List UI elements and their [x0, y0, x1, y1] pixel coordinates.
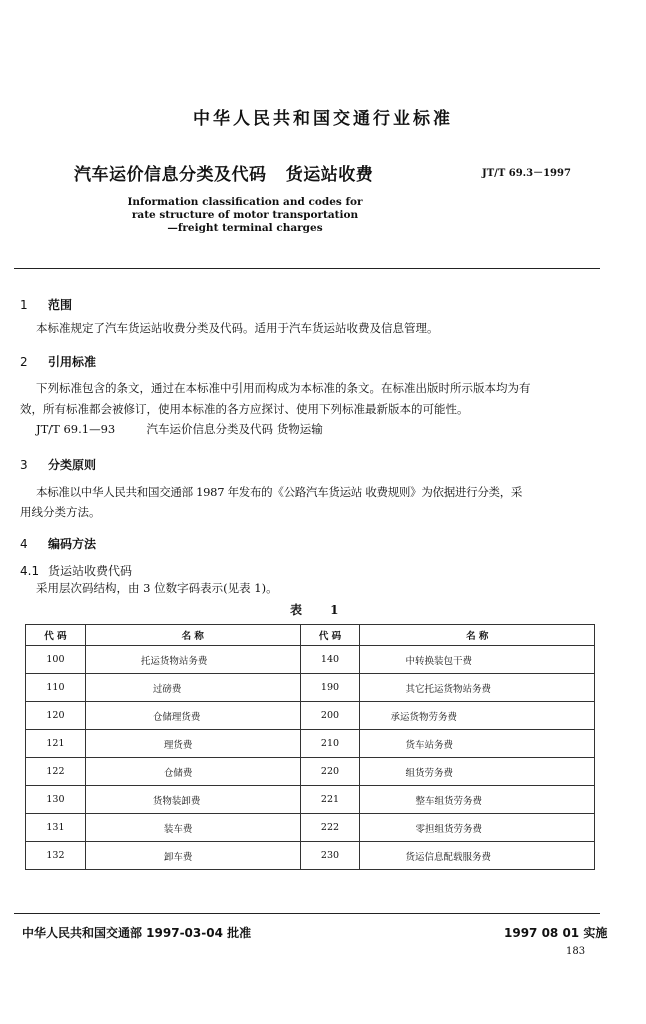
document-title-english: [100, 196, 390, 235]
reference-title: 汽车运价信息分类及代码 货物运输: [146, 422, 323, 436]
section-1-text: 本标准规定了汽车货运站收费分类及代码。适用于汽车货运站收费及信息管理。: [36, 321, 439, 335]
name-cell: 仓储费: [85, 758, 300, 786]
code-cell: 121: [26, 730, 86, 758]
section-number: 2: [20, 355, 28, 369]
section-title: 编码方法: [48, 537, 97, 551]
name-cell: 卸车费: [85, 842, 300, 870]
page-number: 183: [566, 946, 586, 957]
table-row: [26, 730, 595, 758]
table-row: [26, 646, 595, 674]
header-code: 代 码: [300, 625, 360, 646]
name-cell: 中转换装包干费: [360, 646, 595, 674]
name-cell: 整车组货劳务费: [360, 786, 595, 814]
table-row: [26, 786, 595, 814]
document-title-chinese: 汽车运价信息分类及代码 货运站收费: [74, 165, 374, 185]
code-cell: 120: [26, 702, 86, 730]
table-row: [26, 842, 595, 870]
section-number: 4: [20, 537, 28, 551]
subsection-4-1-heading: [20, 562, 132, 579]
standard-organization: 中华人民共和国交通行业标准: [193, 109, 453, 129]
code-cell: 122: [26, 758, 86, 786]
code-cell: 230: [300, 842, 360, 870]
section-3-heading: [20, 456, 96, 473]
section-2-heading: [20, 353, 96, 370]
code-cell: 222: [300, 814, 360, 842]
code-cell: 130: [26, 786, 86, 814]
implementation-date: 1997 08 01 实施: [504, 926, 608, 940]
code-cell: 140: [300, 646, 360, 674]
section-number: 1: [20, 298, 28, 312]
table-row: [26, 674, 595, 702]
name-cell: 装车费: [85, 814, 300, 842]
table-header-row: [26, 625, 595, 646]
header-divider: [14, 268, 600, 269]
title-en-line: rate structure of motor transportation: [131, 209, 359, 221]
section-1-heading: [20, 296, 72, 313]
code-cell: 221: [300, 786, 360, 814]
name-cell: 组货劳务费: [360, 758, 595, 786]
name-cell: 理货费: [85, 730, 300, 758]
subsection-title: 货运站收费代码: [48, 564, 133, 578]
title-en-line: —freight terminal charges: [167, 222, 323, 234]
code-cell: 210: [300, 730, 360, 758]
section-2-reference: [36, 419, 323, 439]
section-4-text: 采用层次码结构，由 3 位数字码表示(见表 1)。: [36, 581, 278, 595]
table-row: [26, 702, 595, 730]
code-cell: 132: [26, 842, 86, 870]
code-cell: 220: [300, 758, 360, 786]
code-cell: 190: [300, 674, 360, 702]
name-cell: 货物装卸费: [85, 786, 300, 814]
table-row: [26, 814, 595, 842]
standard-code: JT/T 69.3－1997: [482, 168, 571, 179]
code-cell: 200: [300, 702, 360, 730]
name-cell: 货运信息配载服务费: [360, 842, 595, 870]
name-cell: 过磅费: [85, 674, 300, 702]
code-cell: 100: [26, 646, 86, 674]
name-cell: 其它托运货物站务费: [360, 674, 595, 702]
section-2-text-line2: 效，所有标准都会被修订，使用本标准的各方应探讨、使用下列标准最新版本的可能性。: [20, 402, 469, 416]
header-name: 名 称: [360, 625, 595, 646]
section-title: 引用标准: [48, 355, 97, 369]
name-cell: 仓储理货费: [85, 702, 300, 730]
name-cell: 承运货物劳务费: [360, 702, 595, 730]
section-3-text-line2: 用线分类方法。: [20, 505, 101, 519]
table-row: [26, 758, 595, 786]
header-name: 名 称: [85, 625, 300, 646]
name-cell: 货车站务费: [360, 730, 595, 758]
approval-notice: 中华人民共和国交通部 1997-03-04 批准: [22, 926, 252, 940]
section-2-text-line1: 下列标准包含的条文，通过在本标准中引用而构成为本标准的条文。在标准出版时所示版本均为有: [36, 381, 531, 395]
name-cell: 托运货物站务费: [85, 646, 300, 674]
title-en-line: Information classification and codes for: [127, 196, 363, 208]
section-title: 范围: [48, 298, 73, 312]
section-3-text-line1: 本标准以中华人民共和国交通部 1987 年发布的《公路汽车货运站 收费规则》为依据进行分类，采: [36, 485, 523, 499]
section-title: 分类原则: [48, 458, 97, 472]
reference-code: JT/T 69.1—93: [36, 422, 116, 436]
subsection-number: 4.1: [20, 564, 40, 578]
code-cell: 131: [26, 814, 86, 842]
table-caption: 表 1: [290, 603, 351, 617]
header-code: 代 码: [26, 625, 86, 646]
section-number: 3: [20, 458, 28, 472]
name-cell: 零担组货劳务费: [360, 814, 595, 842]
table-1: [25, 624, 595, 870]
code-cell: 110: [26, 674, 86, 702]
footer-divider: [14, 913, 600, 914]
section-4-heading: [20, 535, 96, 552]
